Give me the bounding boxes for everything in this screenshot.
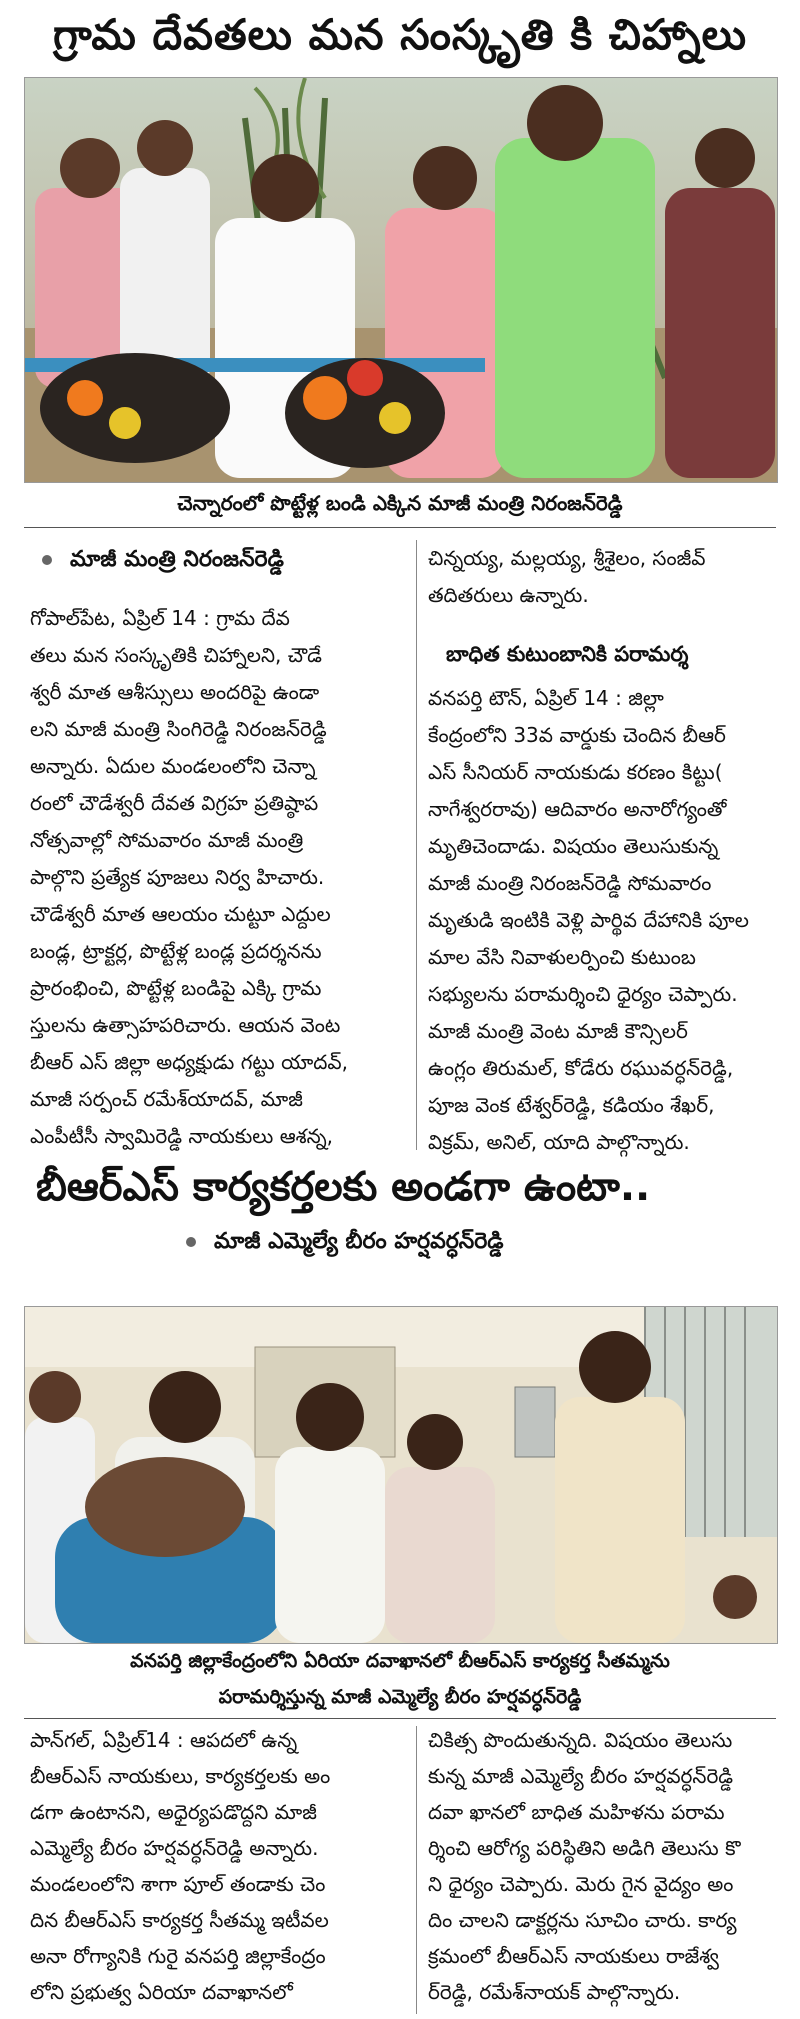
byline-text: మాజీ ఎమ్మెల్యే బీరం హర్షవర్ధన్‌రెడ్డి xyxy=(214,1229,504,1254)
text-line: బీఆర్ఎస్ నాయకులు, కార్యకర్తలకు అం xyxy=(30,1764,331,1788)
byline-niranjan-reddy xyxy=(42,540,412,580)
text-line: శ్వరీ మాత ఆశీస్సులు అందరిపై ఉండా xyxy=(30,680,320,704)
photo2-caption-line2: పరామర్శిస్తున్న మాజీ ఎమ్మెల్యే బీరం హర్షవర్ధన్‌రెడ్డి xyxy=(218,1686,582,1708)
text-line: అనా రోగ్యానికి గురై వనపర్తి జిల్లాకేంద్రం xyxy=(30,1944,326,1968)
text-line: బీఆర్ ఎస్ జిల్లా అధ్యక్షుడు గట్టు యాదవ్, xyxy=(30,1050,348,1074)
text-line: చిన్నయ్య, మల్లయ్య, శ్రీశైలం, సంజీవ్ xyxy=(428,546,706,570)
text-line: పూజ వెంక టేశ్వర్‌రెడ్డి, కడియం శేఖర్, xyxy=(428,1093,715,1117)
text-line: చికిత్స పొందుతున్నది. విషయం తెలుసు xyxy=(428,1728,733,1752)
text-line: స్తులను ఉత్సాహపరిచారు. ఆయన వెంట xyxy=(30,1013,341,1037)
text-line: లని మాజీ మంత్రి సింగిరెడ్డి నిరంజన్‌రెడ్డి xyxy=(30,717,327,741)
text-line: అన్నారు. ఏదుల మండలంలోని చెన్నా xyxy=(30,754,316,778)
text-line: తదితరులు ఉన్నారు. xyxy=(428,583,589,607)
text-line: పాల్గొని ప్రత్యేక పూజలు నిర్వ హిచారు. xyxy=(30,865,325,889)
text-line: ని ధైర్యం చెప్పారు. మెరు గైన వైద్యం అం xyxy=(428,1872,734,1896)
article1-left-column xyxy=(30,600,408,1155)
byline-bullet xyxy=(42,555,52,565)
text-line: వనపర్తి టౌన్, ఏప్రిల్ 14 : జిల్లా xyxy=(428,686,664,710)
text-line: పాన్‌గల్, ఏప్రిల్14 : ఆపదలో ఉన్న xyxy=(30,1728,298,1752)
caption-divider-2 xyxy=(24,1718,776,1719)
text-line: ప్రారంభించి, పొట్టేళ్ల బండిపై ఎక్కి గ్రామ xyxy=(30,976,322,1000)
text-line: మాజీ సర్పంచ్ రమేశ్‌యాదవ్, మాజీ xyxy=(30,1087,303,1111)
text-line: ఎంపీటీసీ స్వామిరెడ్డి నాయకులు ఆశన్న, xyxy=(30,1124,333,1148)
text-line: కేంద్రంలోని 33వ వార్డుకు చెందిన బీఆర్ xyxy=(428,723,726,747)
photo1-caption: చెన్నారంలో పొట్టేళ్ల బండి ఎక్కిన మాజీ మంత్రి నిరంజన్‌రెడ్డి xyxy=(177,491,623,515)
column-divider-1 xyxy=(416,540,417,1150)
photo-bull-cart xyxy=(24,77,778,483)
text-line: రంలో చౌడేశ్వరీ దేవత విగ్రహ ప్రతిష్ఠాప xyxy=(30,791,319,815)
text-line: ర్‌రెడ్డి, రమేశ్‌నాయక్ పాల్గొన్నారు. xyxy=(428,1980,681,2004)
text-line: క్రమంలో బీఆర్ఎస్ నాయకులు రాజేశ్వ xyxy=(428,1944,719,1968)
caption-divider-1 xyxy=(24,527,776,528)
text-line: కున్న మాజీ ఎమ్మెల్యే బీరం హర్షవర్ధన్‌రెడ్డి xyxy=(428,1764,734,1788)
photo-hospital-illustration xyxy=(25,1307,777,1643)
byline-harshavardhan-reddy xyxy=(186,1222,786,1262)
headline-gram-devatalu: గ్రామ దేవతలు మన సంస్కృతి కి చిహ్నాలు xyxy=(53,10,747,59)
text-line: మాల వేసి నివాళులర్పించి కుటుంబ xyxy=(428,945,696,969)
text-line: దవా ఖానలో బాధిత మహిళను పరామ xyxy=(428,1800,725,1824)
text-line: మాజీ మంత్రి నిరంజన్‌రెడ్డి సోమవారం xyxy=(428,871,712,895)
byline-text: మాజీ మంత్రి నిరంజన్‌రెడ్డి xyxy=(70,547,284,572)
article2-left-column xyxy=(30,1722,408,2010)
text-line: దిన బీఆర్ఎస్ కార్యకర్త సీతమ్మ ఇటీవల xyxy=(30,1908,329,1932)
column-divider-2 xyxy=(416,1726,417,2014)
text-line: విక్రమ్, అనిల్, యాది పాల్గొన్నారు. xyxy=(428,1130,690,1154)
text-line: ర్శించి ఆరోగ్య పరిస్థితిని అడిగి తెలుసు కొ xyxy=(428,1836,741,1860)
text-line: మాజీ మంత్రి వెంట మాజీ కౌన్సిలర్ xyxy=(428,1019,688,1043)
byline-bullet xyxy=(186,1237,196,1247)
text-line: దిం చాలని డాక్టర్లను సూచిం చారు. కార్య xyxy=(428,1908,737,1932)
text-line: నాగేశ్వరరావు) ఆదివారం అనారోగ్యంతో xyxy=(428,797,727,821)
text-line: ఎస్ సీనియర్ నాయకుడు కరణం కిట్టు( xyxy=(428,760,723,784)
article2-right-column xyxy=(428,1722,778,2010)
text-line: చౌడేశ్వరీ మాత ఆలయం చుట్టూ ఎద్దుల xyxy=(30,902,331,926)
subhead-badhita-kutumbam: బాధిత కుటుంబానికి పరామర్శ xyxy=(446,642,689,666)
article1-right-column-top xyxy=(428,540,778,614)
text-line: మృతిచెందాడు. విషయం తెలుసుకున్న xyxy=(428,834,719,858)
headline-brs-karyakartalu: బీఆర్ఎస్ కార్యకర్తలకు అండగా ఉంటా.. xyxy=(36,1164,651,1210)
text-line: బండ్ల, ట్రాక్టర్ల, పొట్టేళ్ల బండ్ల ప్రదర్శనను xyxy=(30,939,322,963)
text-line: నోత్సవాల్లో సోమవారం మాజీ మంత్రి xyxy=(30,828,304,852)
text-line: మండలంలోని శాగా పూల్ తండాకు చెం xyxy=(30,1872,326,1896)
text-line: లోని ప్రభుత్వ ఏరియా దవాఖానలో xyxy=(30,1980,293,2004)
article1-right-column xyxy=(428,680,778,1161)
text-line: ఎమ్మెల్యే బీరం హర్షవర్ధన్‌రెడ్డి అన్నారు. xyxy=(30,1836,319,1860)
photo-hospital-visit xyxy=(24,1306,778,1644)
text-line: ఉంగ్లం తిరుమల్, కోడేరు రఘువర్ధన్‌రెడ్డి, xyxy=(428,1056,734,1080)
text-line: మృతుడి ఇంటికి వెళ్లి పార్థివ దేహానికి పూల xyxy=(428,908,749,932)
text-line: డగా ఉంటానని, అధైర్యపడొద్దని మాజీ xyxy=(30,1800,317,1824)
photo-bull-cart-illustration xyxy=(25,78,777,482)
text-line: తలు మన సంస్కృతికి చిహ్నాలని, చౌడే xyxy=(30,643,322,667)
text-line: సభ్యులను పరామర్శించి ధైర్యం చెప్పారు. xyxy=(428,982,738,1006)
photo2-caption-line1: వనపర్తి జిల్లాకేంద్రంలోని ఏరియా దవాఖానలో బీఆర్ఎస్ కార్యకర్త సీతమ్మను xyxy=(130,1650,670,1672)
text-line: గోపాల్‌పేట, ఏప్రిల్ 14 : గ్రామ దేవ xyxy=(30,606,290,630)
